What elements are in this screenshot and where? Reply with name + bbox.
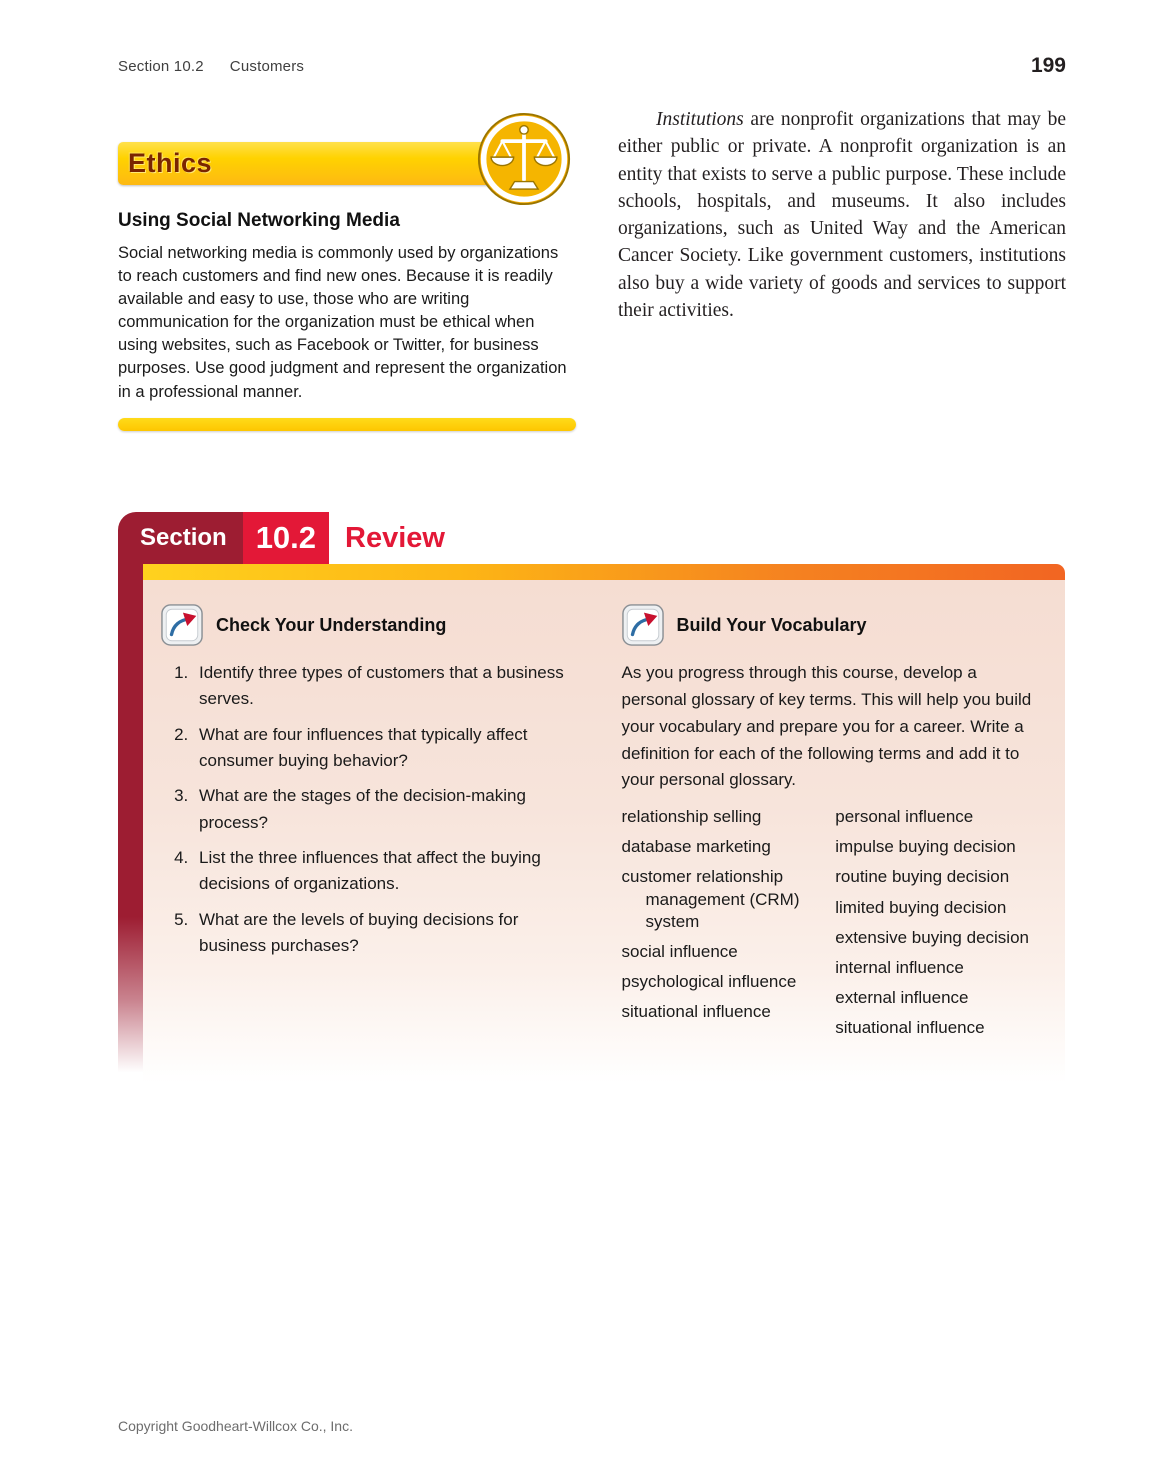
vocabulary-terms-column-2 xyxy=(835,806,1037,1047)
question-item: 4. List the three influences that affect the buying decisions of organizations. xyxy=(193,845,577,898)
vocabulary-term: limited buying decision xyxy=(835,897,1007,917)
question-item: 1. Identify three types of customers that a business serves. xyxy=(193,660,577,713)
review-top-gradient-bar xyxy=(143,564,1065,580)
question-item: 5. What are the levels of buying decisions for business purchases? xyxy=(193,907,577,960)
question-item: 3. What are the stages of the decision-making process? xyxy=(193,783,577,836)
review-banner-section-label: Section xyxy=(118,512,243,564)
vocabulary-term: relationship selling xyxy=(621,807,762,827)
running-head-section: Section 10.2 xyxy=(118,58,204,75)
ethics-feature-box xyxy=(118,112,576,431)
arrow-bookmark-icon xyxy=(622,604,664,646)
vocabulary-term: impulse buying decision xyxy=(835,837,1016,857)
vocabulary-header xyxy=(622,604,1038,646)
institutions-lead-term: Institutions xyxy=(656,109,744,130)
scales-of-justice-icon xyxy=(477,112,571,206)
institutions-body-text: are nonprofit organizations that may be either public or private. A nonprofit organization is an entity that exists to serve a public purpose. These include schools, hospitals, and museums. It also includes organizations, such as United Way and the American Cancer Society. Like government customers, institutions also buy a wide variety of goods and services to support their activities. xyxy=(618,109,1066,322)
review-left-accent-bar xyxy=(118,564,143,1083)
ethics-banner xyxy=(118,142,518,185)
review-banner-review-label: Review xyxy=(345,521,445,554)
arrow-bookmark-icon xyxy=(161,604,203,646)
vocabulary-term: routine buying decision xyxy=(835,867,1010,887)
ethics-body-text: Social networking media is commonly used by organizations to reach customers and find new ones. Because it is readily available and easy to use, those who are writing communication for the organization must be ethical when using websites, such as Facebook or Twitter, for business purposes. Use good judgment and represent the organization in a professional manner. xyxy=(118,244,567,401)
ethics-bottom-rule xyxy=(118,418,576,431)
vocabulary-term: customer relationship management (CRM) system xyxy=(621,867,800,931)
ethics-heading: Using Social Networking Media xyxy=(118,210,400,231)
vocabulary-column xyxy=(622,604,1038,1047)
section-review xyxy=(118,512,1065,1083)
review-content xyxy=(143,564,1065,1083)
vocabulary-term: personal influence xyxy=(835,807,974,827)
vocabulary-term: situational influence xyxy=(621,1001,771,1021)
vocabulary-term: social influence xyxy=(621,941,738,961)
vocabulary-term: internal influence xyxy=(835,957,964,977)
review-panel xyxy=(143,580,1065,1083)
page-number: 199 xyxy=(1030,54,1066,77)
vocabulary-intro-text: As you progress through this course, develop a personal glossary of key terms. This will help you build your vocabulary and prepare you for a career. Write a definition for each of the following terms and add it to your personal glossary. xyxy=(621,663,1032,790)
vocabulary-term-columns xyxy=(622,806,1038,1047)
check-understanding-header xyxy=(161,604,577,646)
review-banner-section-number: 10.2 xyxy=(243,512,329,564)
running-head-title: Customers xyxy=(229,58,305,75)
running-head xyxy=(118,58,304,75)
question-item: 2. What are four influences that typically affect consumer buying behavior? xyxy=(193,722,577,775)
vocabulary-term: psychological influence xyxy=(621,971,797,991)
vocabulary-title: Build Your Vocabulary xyxy=(676,614,867,635)
vocabulary-term: database marketing xyxy=(621,837,771,857)
institutions-paragraph xyxy=(618,106,1066,324)
vocabulary-term: extensive buying decision xyxy=(835,927,1029,947)
ethics-banner-wrap xyxy=(118,112,576,186)
ethics-banner-label: Ethics xyxy=(128,148,213,178)
vocabulary-terms-column-1 xyxy=(622,806,824,1047)
vocabulary-term: external influence xyxy=(835,987,969,1007)
review-body xyxy=(118,564,1065,1083)
review-banner xyxy=(118,512,1065,564)
check-understanding-questions xyxy=(193,660,577,959)
check-understanding-column xyxy=(161,604,577,1047)
copyright-footer: Copyright Goodheart-Willcox Co., Inc. xyxy=(118,1418,353,1434)
check-understanding-title: Check Your Understanding xyxy=(216,614,447,635)
vocabulary-term: situational influence xyxy=(835,1017,985,1037)
